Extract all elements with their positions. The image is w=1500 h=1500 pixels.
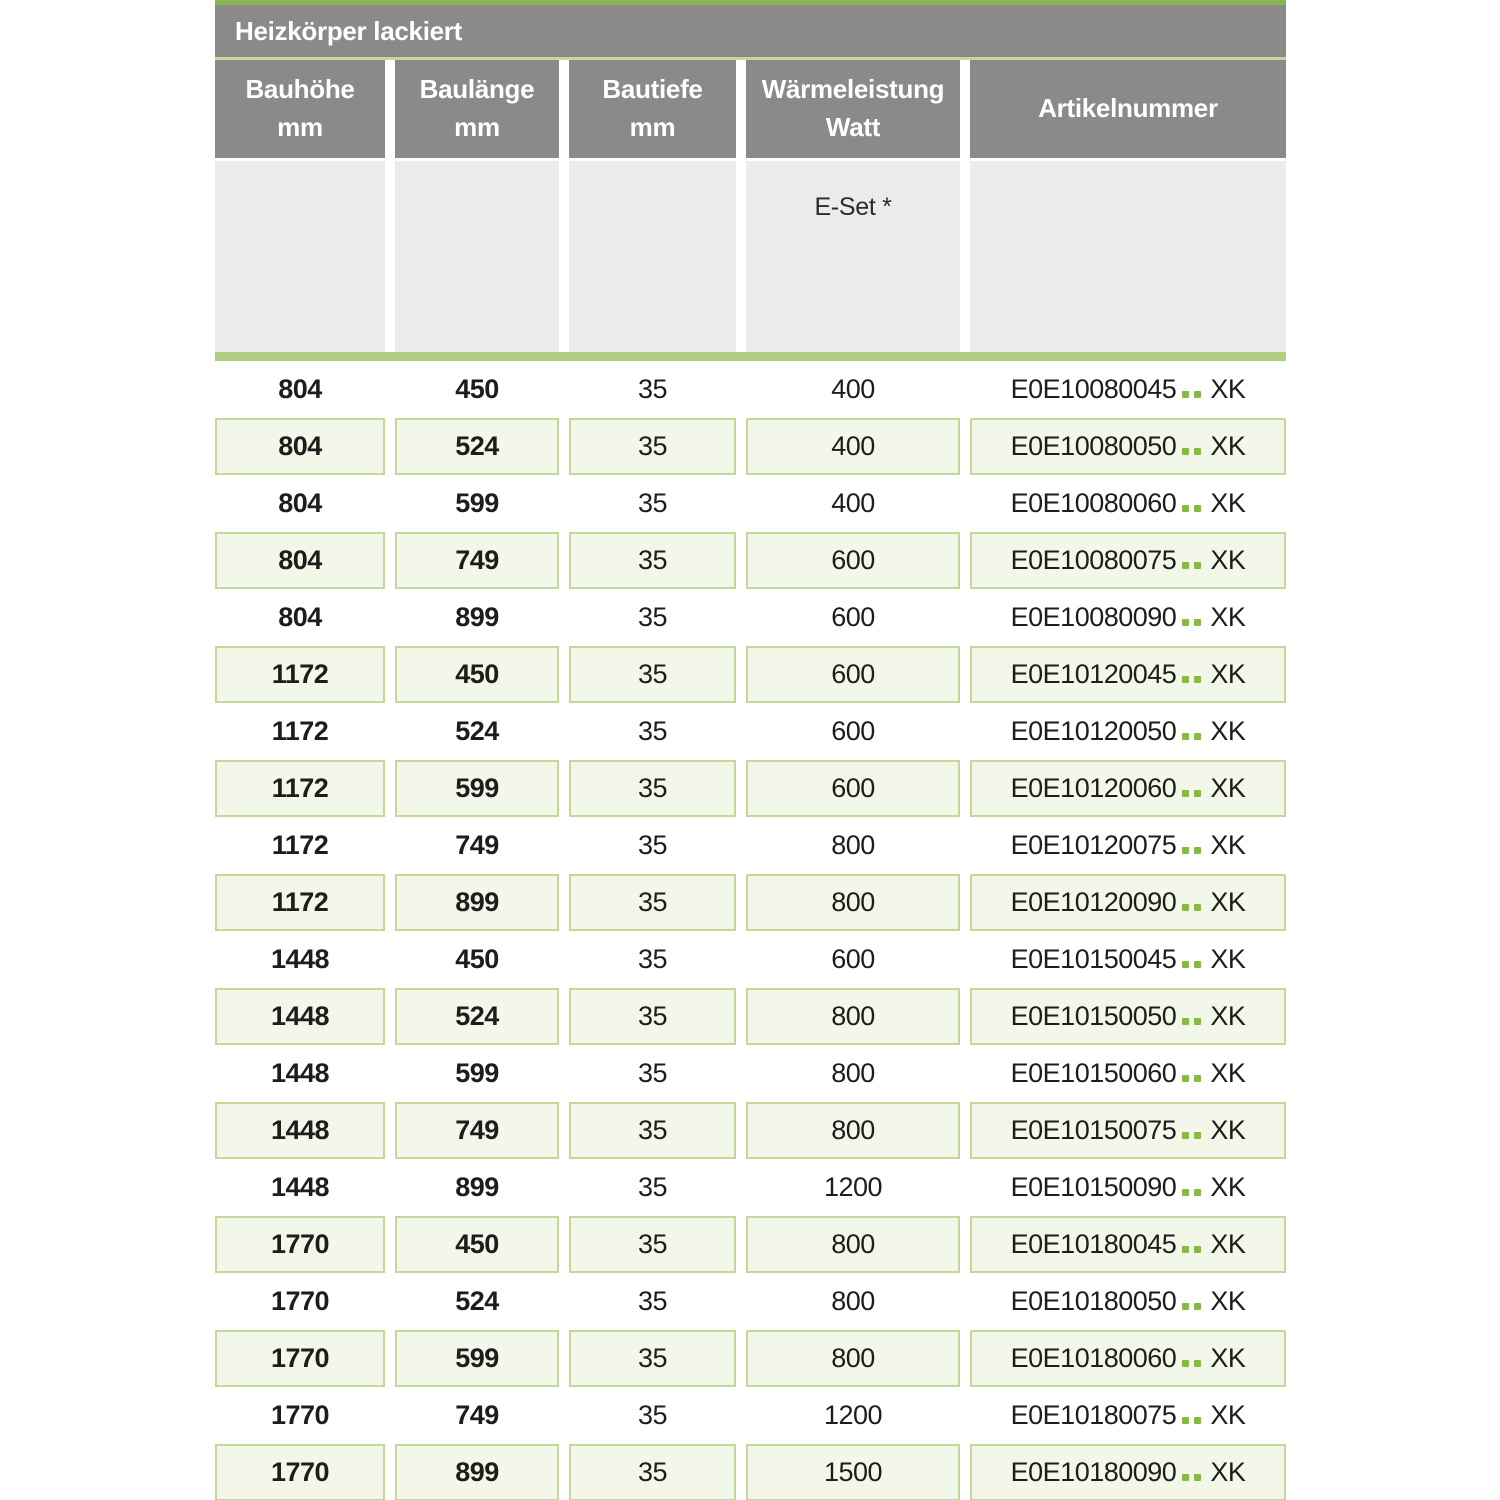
artikel-code: E0E10120075 [1010,830,1177,860]
cell-artikelnummer [970,988,1286,1045]
cell-artikelnummer [970,1045,1286,1102]
cell-bautiefe: 35 [569,1444,736,1500]
column-header-label: Wärmeleistung [761,74,945,105]
cell-artikelnummer [970,1273,1286,1330]
column-header-label: Artikelnummer [1038,93,1218,124]
artikel-suffix: XK [1210,1115,1246,1145]
cell-bauhoehe: 1770 [215,1330,385,1387]
artikel-number [1011,1058,1246,1089]
artikel-number [1011,602,1246,633]
artikel-number [1011,887,1246,918]
artikel-code: E0E10080090 [1010,602,1177,632]
table-row [215,589,1286,646]
table-row [215,1159,1286,1216]
color-digit-dot-icon [1194,676,1201,683]
cell-baulaenge: 899 [455,602,499,632]
cell-bauhoehe: 1448 [215,1102,385,1159]
cell-bauhoehe: 804 [278,488,322,518]
cell-watt: 600 [746,760,960,817]
artikel-suffix: XK [1210,1343,1246,1373]
cell-baulaenge: 899 [395,874,559,931]
table-row [215,1444,1286,1500]
cell-artikelnummer [970,418,1286,475]
cell-baulaenge: 450 [395,1216,559,1273]
color-digit-dot-icon [1182,847,1189,854]
header-row [215,60,1286,158]
color-digit-dot-icon [1194,1474,1201,1481]
cell-watt: 800 [831,830,875,860]
cell-bauhoehe: 804 [215,418,385,475]
cell-artikelnummer [970,532,1286,589]
eset-label: E-Set * [814,193,892,221]
color-digit-dot-icon [1182,1246,1189,1253]
color-digit-dot-icon [1194,1360,1201,1367]
artikel-suffix: XK [1210,488,1246,518]
color-digit-dot-icon [1182,790,1189,797]
cell-bautiefe: 35 [569,874,736,931]
color-digit-dot-icon [1182,904,1189,911]
artikel-number [1011,1457,1246,1488]
table-row [215,874,1286,931]
color-digit-dot-icon [1182,562,1189,569]
cell-artikelnummer [970,589,1286,646]
cell-bautiefe: 35 [637,602,668,632]
cell-watt: 800 [746,988,960,1045]
artikel-number [1011,830,1246,861]
color-digit-dot-icon [1194,904,1201,911]
cell-artikelnummer [970,760,1286,817]
color-digit-dot-icon [1194,733,1201,740]
cell-baulaenge: 749 [455,830,499,860]
cell-watt: 1500 [746,1444,960,1500]
cell-artikelnummer [970,1216,1286,1273]
artikel-suffix: XK [1210,1172,1246,1202]
artikel-number [1011,1343,1246,1374]
cell-watt: 800 [831,1286,875,1316]
artikel-number [1011,1115,1246,1146]
artikel-code: E0E10120090 [1010,887,1177,917]
column-header-bauhoehe [215,60,385,158]
artikel-code: E0E10180075 [1010,1400,1177,1430]
artikel-code: E0E10080075 [1010,545,1177,575]
cell-bautiefe: 35 [637,1058,668,1088]
artikel-suffix: XK [1210,887,1246,917]
color-digit-dot-icon [1182,619,1189,626]
color-digit-dot-icon [1194,1189,1201,1196]
subheader-cell-bautiefe [569,161,736,352]
cell-baulaenge: 450 [455,374,499,404]
cell-bautiefe: 35 [637,1286,668,1316]
color-digit-dot-icon [1182,1303,1189,1310]
color-digit-dot-icon [1194,391,1201,398]
column-header-unit: mm [277,112,323,142]
cell-artikelnummer [970,931,1286,988]
color-digit-dot-icon [1182,1417,1189,1424]
artikel-suffix: XK [1210,830,1246,860]
cell-bauhoehe: 1172 [271,830,329,860]
cell-baulaenge: 599 [395,1330,559,1387]
cell-baulaenge: 450 [455,944,499,974]
cell-artikelnummer [970,703,1286,760]
cell-bauhoehe: 1770 [215,1444,385,1500]
cell-bautiefe: 35 [637,1172,668,1202]
cell-watt: 600 [746,532,960,589]
cell-watt: 800 [746,874,960,931]
color-digit-dot-icon [1182,1189,1189,1196]
cell-bauhoehe: 1448 [270,944,330,974]
cell-watt: 800 [831,1058,875,1088]
cell-bautiefe: 35 [637,944,668,974]
color-digit-dot-icon [1194,1303,1201,1310]
cell-bauhoehe: 1448 [270,1172,330,1202]
table-row [215,418,1286,475]
cell-bautiefe: 35 [637,1400,668,1430]
cell-watt: 800 [746,1102,960,1159]
artikel-suffix: XK [1210,1286,1246,1316]
cell-bautiefe: 35 [569,1102,736,1159]
cell-watt: 400 [746,418,960,475]
cell-watt: 400 [831,488,875,518]
green-divider-bar [215,352,1286,361]
color-digit-dot-icon [1194,448,1201,455]
cell-artikelnummer [970,874,1286,931]
cell-bauhoehe: 804 [278,602,322,632]
artikel-code: E0E10080050 [1010,431,1177,461]
cell-watt: 800 [746,1330,960,1387]
cell-watt: 600 [746,646,960,703]
cell-bautiefe: 35 [637,488,668,518]
data-rows [215,361,1286,1500]
cell-baulaenge: 599 [455,488,499,518]
cell-artikelnummer [970,646,1286,703]
color-digit-dot-icon [1194,790,1201,797]
cell-baulaenge: 524 [395,988,559,1045]
cell-bauhoehe: 1448 [215,988,385,1045]
cell-baulaenge: 749 [395,532,559,589]
artikel-suffix: XK [1210,545,1246,575]
artikel-code: E0E10120045 [1010,659,1177,689]
color-digit-dot-icon [1182,1474,1189,1481]
column-header-unit: mm [629,112,676,142]
color-digit-dot-icon [1194,505,1201,512]
artikel-number [1011,1400,1246,1431]
artikel-number [1011,1001,1246,1032]
subheader-row [215,161,1286,352]
cell-baulaenge: 899 [395,1444,559,1500]
cell-artikelnummer [970,1444,1286,1500]
cell-watt: 800 [746,1216,960,1273]
table-row [215,475,1286,532]
table-row [215,931,1286,988]
artikel-suffix: XK [1210,773,1246,803]
artikel-number [1011,659,1246,690]
cell-bauhoehe: 1448 [270,1058,330,1088]
artikel-code: E0E10120060 [1010,773,1177,803]
color-digit-dot-icon [1182,1075,1189,1082]
column-header-label: Bauhöhe [245,74,355,105]
color-digit-dot-icon [1194,1132,1201,1139]
cell-bauhoehe: 804 [215,532,385,589]
cell-artikelnummer [970,1159,1286,1216]
column-header-unit: Watt [825,112,881,142]
cell-watt: 600 [831,716,875,746]
cell-bautiefe: 35 [569,988,736,1045]
color-digit-dot-icon [1182,448,1189,455]
color-digit-dot-icon [1194,1018,1201,1025]
artikel-suffix: XK [1210,1058,1246,1088]
artikel-code: E0E10120050 [1010,716,1177,746]
cell-bautiefe: 35 [569,532,736,589]
artikel-suffix: XK [1210,1229,1246,1259]
artikel-code: E0E10180090 [1010,1457,1177,1487]
subheader-cell-artikelnummer [970,161,1286,352]
artikel-code: E0E10080045 [1010,374,1177,404]
artikel-code: E0E10180045 [1010,1229,1177,1259]
cell-bauhoehe: 1770 [270,1400,330,1430]
color-digit-dot-icon [1182,1132,1189,1139]
subheader-cell-eset [746,161,960,352]
color-digit-dot-icon [1194,847,1201,854]
column-header-label: Baulänge [419,74,535,105]
table-title: Heizkörper lackiert [215,5,1286,57]
artikel-code: E0E10150060 [1010,1058,1177,1088]
cell-baulaenge: 749 [455,1400,499,1430]
cell-bautiefe: 35 [637,716,668,746]
artikel-number [1011,944,1246,975]
artikel-number [1011,488,1246,519]
column-header-unit: mm [454,112,500,142]
cell-artikelnummer [970,1387,1286,1444]
column-header-waermeleistung [746,60,960,158]
cell-bautiefe: 35 [569,418,736,475]
column-header-label: Bautiefe [602,74,703,105]
column-header-artikelnummer [970,60,1286,158]
cell-baulaenge: 599 [395,760,559,817]
radiator-spec-table [215,0,1286,1500]
cell-artikelnummer [970,817,1286,874]
artikel-suffix: XK [1210,944,1246,974]
artikel-suffix: XK [1210,1400,1246,1430]
artikel-code: E0E10150090 [1010,1172,1177,1202]
color-digit-dot-icon [1182,391,1189,398]
artikel-number [1011,374,1246,405]
artikel-suffix: XK [1210,431,1246,461]
cell-bautiefe: 35 [637,374,668,404]
cell-bauhoehe: 804 [278,374,322,404]
table-row [215,1387,1286,1444]
cell-baulaenge: 524 [395,418,559,475]
cell-watt: 1200 [823,1172,883,1202]
cell-watt: 1200 [823,1400,883,1430]
artikel-code: E0E10150050 [1010,1001,1177,1031]
cell-baulaenge: 599 [455,1058,499,1088]
table-row [215,646,1286,703]
table-row [215,760,1286,817]
cell-baulaenge: 524 [455,716,499,746]
artikel-suffix: XK [1210,659,1246,689]
cell-bautiefe: 35 [637,830,668,860]
cell-bauhoehe: 1172 [215,874,385,931]
cell-baulaenge: 749 [395,1102,559,1159]
cell-bauhoehe: 1770 [215,1216,385,1273]
artikel-number [1011,545,1246,576]
table-row [215,1330,1286,1387]
color-digit-dot-icon [1194,961,1201,968]
cell-bautiefe: 35 [569,760,736,817]
cell-baulaenge: 899 [455,1172,499,1202]
color-digit-dot-icon [1182,961,1189,968]
cell-watt: 600 [831,602,875,632]
artikel-suffix: XK [1210,1001,1246,1031]
color-digit-dot-icon [1194,1075,1201,1082]
table-row [215,1102,1286,1159]
artikel-suffix: XK [1210,374,1246,404]
color-digit-dot-icon [1182,1018,1189,1025]
artikel-suffix: XK [1210,716,1246,746]
cell-artikelnummer [970,361,1286,418]
cell-bauhoehe: 1172 [215,760,385,817]
cell-bautiefe: 35 [569,1216,736,1273]
cell-bauhoehe: 1172 [215,646,385,703]
color-digit-dot-icon [1194,619,1201,626]
cell-bauhoehe: 1770 [270,1286,330,1316]
artikel-number [1011,1229,1246,1260]
table-row [215,532,1286,589]
color-digit-dot-icon [1182,676,1189,683]
table-row [215,988,1286,1045]
cell-artikelnummer [970,475,1286,532]
artikel-number [1011,431,1246,462]
cell-bautiefe: 35 [569,646,736,703]
artikel-code: E0E10180050 [1010,1286,1177,1316]
artikel-suffix: XK [1210,1457,1246,1487]
artikel-number [1011,773,1246,804]
cell-baulaenge: 450 [395,646,559,703]
artikel-code: E0E10150045 [1010,944,1177,974]
cell-bautiefe: 35 [569,1330,736,1387]
cell-artikelnummer [970,1102,1286,1159]
subheader-cell-baulaenge [395,161,559,352]
artikel-code: E0E10150075 [1010,1115,1177,1145]
artikel-code: E0E10180060 [1010,1343,1177,1373]
artikel-code: E0E10080060 [1010,488,1177,518]
artikel-suffix: XK [1210,602,1246,632]
table-row [215,1273,1286,1330]
table-row [215,703,1286,760]
color-digit-dot-icon [1182,505,1189,512]
cell-artikelnummer [970,1330,1286,1387]
table-row [215,817,1286,874]
table-row [215,1216,1286,1273]
table-row [215,361,1286,418]
cell-baulaenge: 524 [455,1286,499,1316]
column-header-baulaenge [395,60,559,158]
cell-bauhoehe: 1172 [271,716,329,746]
artikel-number [1011,1286,1246,1317]
table-row [215,1045,1286,1102]
color-digit-dot-icon [1182,1360,1189,1367]
color-digit-dot-icon [1194,1246,1201,1253]
cell-watt: 400 [831,374,875,404]
cell-watt: 600 [831,944,875,974]
color-digit-dot-icon [1182,733,1189,740]
color-digit-dot-icon [1194,1417,1201,1424]
column-header-bautiefe [569,60,736,158]
artikel-number [1011,716,1246,747]
artikel-number [1011,1172,1246,1203]
subheader-cell-bauhoehe [215,161,385,352]
color-digit-dot-icon [1194,562,1201,569]
